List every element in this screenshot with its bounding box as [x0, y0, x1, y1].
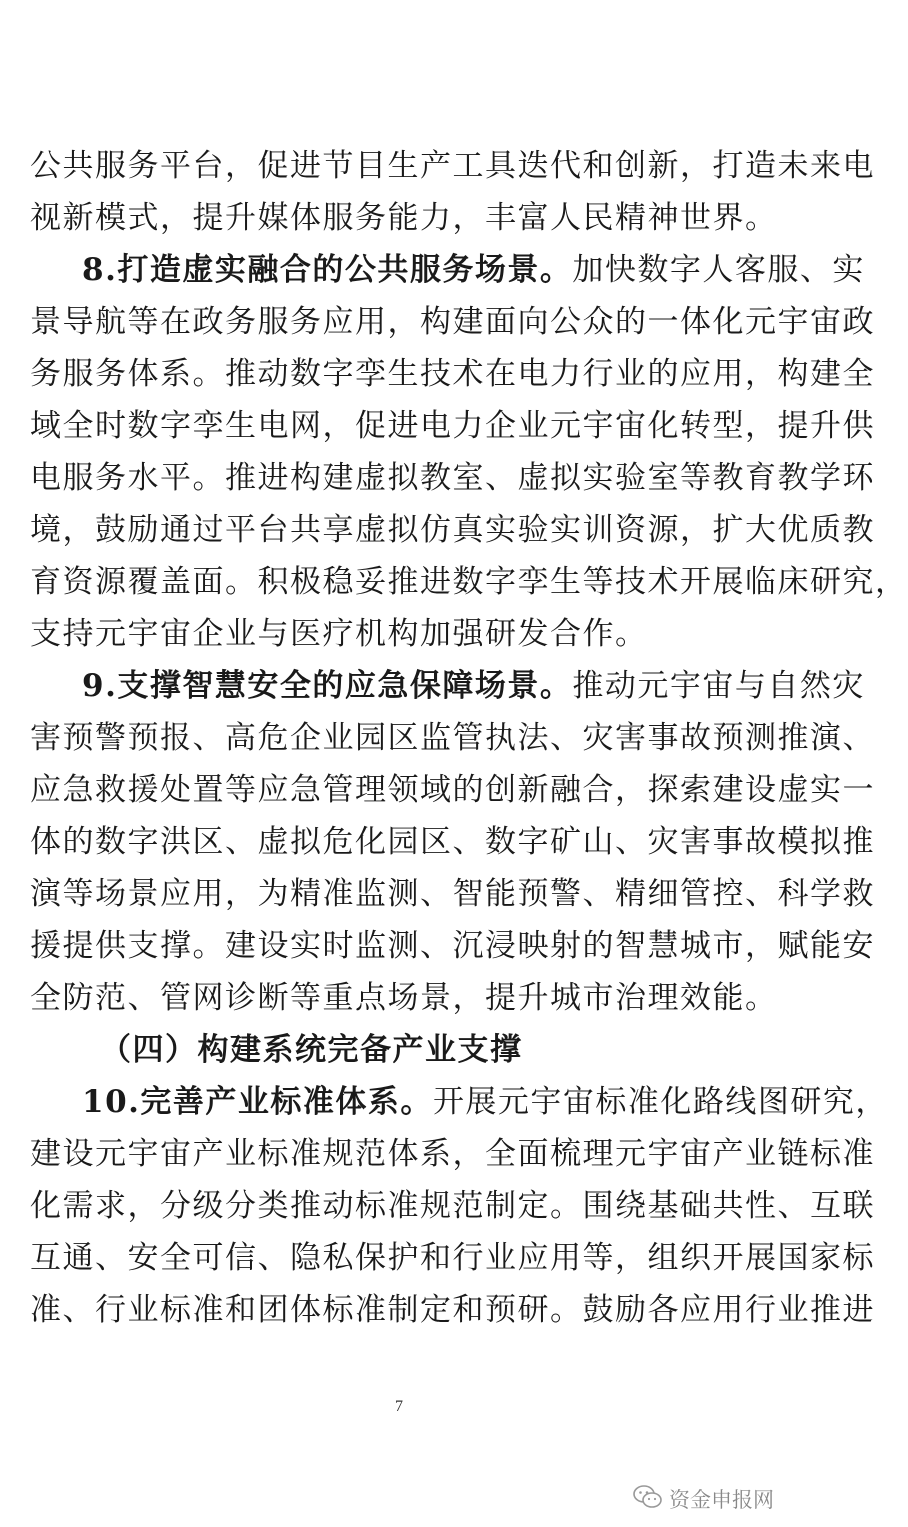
text-line: 准、行业标准和团体标准制定和预研。鼓励各应用行业推进 — [30, 1292, 875, 1328]
text-line: 应急救援处置等应急管理领域的创新融合，探索建设虚实一 — [30, 772, 875, 808]
paragraph-heading: 9.支撑智慧安全的应急保障场景。 — [82, 668, 573, 704]
paragraph-heading: 10.完善产业标准体系。 — [82, 1084, 433, 1120]
text-line: 务服务体系。推动数字孪生技术在电力行业的应用，构建全 — [30, 356, 875, 392]
text-line: 体的数字洪区、虚拟危化园区、数字矿山、灾害事故模拟推 — [30, 824, 875, 860]
text-line: 电服务水平。推进构建虚拟教室、虚拟实验室等教育教学环 — [30, 460, 875, 496]
text-line: 全防范、管网诊断等重点场景，提升城市治理效能。 — [30, 980, 778, 1016]
paragraph-10-first-line — [82, 1082, 888, 1122]
text-line: 公共服务平台，促进节目生产工具迭代和创新，打造未来电 — [30, 148, 875, 184]
wechat-icon — [633, 1484, 663, 1515]
text-line: 域全时数字孪生电网，促进电力企业元宇宙化转型，提升供 — [30, 408, 875, 444]
text-run: 加快数字人客服、实 — [572, 252, 865, 288]
text-line: 境，鼓励通过平台共享虚拟仿真实验实训资源，扩大优质教 — [30, 512, 875, 548]
paragraph-9-first-line — [82, 666, 865, 706]
page-number: 7 — [395, 1398, 403, 1415]
text-run: 开展元宇宙标准化路线图研究， — [432, 1084, 888, 1120]
text-line: 互通、安全可信、隐私保护和行业应用等，组织开展国家标 — [30, 1240, 875, 1276]
text-line: 化需求，分级分类推动标准规范制定。围绕基础共性、互联 — [30, 1188, 875, 1224]
text-line: 害预警预报、高危企业园区监管执法、灾害事故预测推演、 — [30, 720, 875, 756]
paragraph-8-first-line — [82, 250, 865, 290]
text-line: 建设元宇宙产业标准规范体系，全面梳理元宇宙产业链标准 — [30, 1136, 875, 1172]
watermark — [633, 1484, 774, 1514]
text-line: 演等场景应用，为精准监测、智能预警、精细管控、科学救 — [30, 876, 875, 912]
text-line: 景导航等在政务服务应用，构建面向公众的一体化元宇宙政 — [30, 304, 875, 340]
text-line: 育资源覆盖面。积极稳妥推进数字孪生等技术开展临床研究， — [30, 564, 908, 600]
paragraph-heading: 8.打造虚实融合的公共服务场景。 — [82, 252, 573, 288]
text-line: 支持元宇宙企业与医疗机构加强研发合作。 — [30, 616, 648, 652]
text-run: 推动元宇宙与自然灾 — [572, 668, 865, 704]
text-line: 视新模式，提升媒体服务能力，丰富人民精神世界。 — [30, 200, 778, 236]
text-line: 援提供支撑。建设实时监测、沉浸映射的智慧城市，赋能安 — [30, 928, 875, 964]
section-heading: （四）构建系统完备产业支撑 — [100, 1032, 523, 1068]
watermark-text: 资金申报网 — [669, 1488, 774, 1512]
